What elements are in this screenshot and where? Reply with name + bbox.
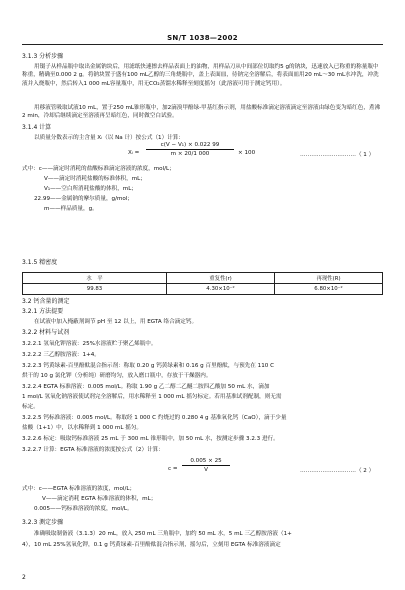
reagent-line: 3.2.2.6 标定：吸取钙标准溶液 25 mL 于 300 mL 锥形瓶中，加 50 mL 水，按测定步骤 3.2.3 进行。 [22, 436, 279, 442]
section-3-2-1-title: 3.2.1 方法提要 [22, 308, 64, 315]
reagent-line: 1 mol/L 氢氧化钠溶液使试剂完全溶解后，用水稀释至 1 000 mL 摇匀标定。若用基准试剂配制，则无需 [22, 394, 282, 400]
where-line: m——样品质量，g。 [44, 206, 98, 212]
where-line: 22.99——金属钠的摩尔质量，g/mol； [34, 196, 133, 202]
formula-2-fraction [182, 458, 230, 473]
table-cell: 4.30×10⁻² [167, 284, 275, 295]
fraction-bar [182, 465, 230, 466]
table-cell: 99.83 [23, 284, 167, 295]
reagent-line: 3.2.2.2 三乙醇胺溶液：1+4。 [22, 352, 100, 358]
where-line: V——滴定消耗 EGTA 标准溶液的体积，mL； [42, 496, 157, 502]
formula-1-lhs: Xᵢ = [128, 150, 140, 156]
reagent-line: 3.2.2.7 计算：EGTA 标准溶液的浓度按公式（2）计算： [22, 447, 164, 453]
table-header-cell: 再现性(R) [275, 273, 383, 284]
table-header-row [23, 273, 383, 284]
section-3-1-4-title: 3.1.4 计算 [22, 124, 52, 131]
section-3-2-2-title: 3.2.2 材料与试剂 [22, 329, 70, 336]
formula-1-fraction [146, 142, 234, 157]
formula-2-numerator: 0.005 × 25 [190, 458, 222, 464]
section-3-2-3-line: 4），10 mL 25%氢氧化钾，0.1 g 钙黄绿素-百里酚酞混合指示剂，摇匀后，立刻用 EGTA 标准溶液滴定 [22, 542, 281, 548]
reagent-line: 标定。 [22, 404, 39, 410]
table-header-cell: 水 平 [23, 273, 167, 284]
where-line: 式中：c——EGTA 标准溶液的浓度，mol/L； [22, 486, 136, 492]
table-cell: 6.80×10⁻² [275, 284, 383, 295]
reagent-line: 盐酸（1+1）中，以水稀释到 1 000 mL 摇匀。 [22, 425, 143, 431]
reagent-line: 3.2.2.3 钙黄绿素-百里酚酞混合指示剂：称取 0.20 g 钙黄绿素和 0.16 g 百里酚酞，与预先在 110 C [22, 363, 274, 369]
formula-1-intro: 以质量分数表示的主含量 Xᵢ（以 Na 计）按公式（1）计算： [34, 135, 184, 141]
formula-2-lhs: c = [168, 466, 178, 472]
formula-1-number: …………………………（ 1 ） [300, 152, 375, 158]
header-rule [22, 44, 383, 45]
section-3-2-1-paragraph: 在试液中加入掩蔽剂调节 pH 至 12 以上，用 EGTA 络合滴定钙。 [34, 319, 198, 325]
where-line: 式中：c——滴定时消耗的盐酸标准滴定溶液的浓度，mol/L； [22, 166, 175, 172]
formula-1-rhs: × 100 [238, 150, 256, 156]
section-3-1-3-paragraph: 用镊子从样品瓶中取出金属钠块后，用滤纸快速擦去样品表面上的油物，用样品刀从中间部位切取约5 g的钠块，迅速放入已称重的称量瓶中称重，精确至0.000 2 g。将钠块置于盛有100 mL乙醇的三角烧瓶中，盖上表面皿，待钠完全溶解后，将表面皿用20 mL～30 mL水冲洗，冲洗液并入烧瓶中，然后转入1 000 mL容量瓶中，用无CO₂蒸馏水稀释至刻度摇匀（此溶液可用于测定钙用）。 [22, 64, 379, 87]
where-line: 0.005——钙标准溶液的浓度，mol/L。 [34, 506, 133, 512]
section-3-2-3-line: 准确吸取制备液（3.1.3）20 mL，放入 250 mL 三角瓶中，加约 50 mL 水，5 mL 三乙醇胺溶液（1+ [34, 531, 292, 537]
formula-2-number: …………………………（ 2 ） [300, 468, 375, 474]
fraction-bar [146, 149, 234, 150]
page-header: SN/T 1038—2002 [167, 34, 238, 42]
reagent-line: 3.2.2.1 氢氧化钾溶液：25%水溶液贮于聚乙烯瓶中。 [22, 341, 157, 347]
section-3-1-3-paragraph-2: 用移液管吸取试液10 mL，置于250 mL锥形瓶中，加2滴溴甲酚绿-甲基红指示剂，用盐酸标准滴定溶液滴定至溶液由绿色变为暗红色，煮沸2 min，冷却后继续滴定至溶液再呈暗红色，同时做空白试验。 [22, 105, 381, 120]
precision-table [22, 272, 383, 295]
section-3-1-5-title: 3.1.5 精密度 [22, 259, 58, 266]
formula-1-numerator: c(V − V₁) × 0.022 99 [160, 142, 220, 148]
reagent-line: 3.2.2.5 钙标准溶液：0.005 mol/L。称取经 1 000 C 灼烧过的 0.280 4 g 基准氧化钙（CaO），滴于少量 [22, 415, 287, 421]
page-number: 2 [22, 574, 26, 581]
formula-1-denominator: m × 20/1 000 [170, 151, 210, 157]
section-3-2-3-title: 3.2.3 测定步骤 [22, 519, 64, 526]
table-row [23, 284, 383, 295]
formula-2-denominator: V [204, 467, 208, 473]
section-3-2-title: 3.2 钙含量的测定 [22, 298, 70, 305]
where-line: V₁——空白所消耗盐酸的体积，mL； [44, 186, 137, 192]
section-3-1-3-title: 3.1.3 分析步骤 [22, 53, 64, 60]
reagent-line: 3.2.2.4 EGTA 标准溶液：0.005 mol/L。称取 1.90 g 乙二醇二乙醚二胺四乙酸加 50 mL 水，滴加 [22, 384, 270, 390]
reagent-line: 烘干的 10 g 氯化钾（分析纯）研磨均匀，放入磨口瓶中，存放于干燥器内。 [22, 373, 212, 379]
table-header-cell: 重复性(r) [167, 273, 275, 284]
where-line: V——滴定时消耗盐酸的标准体积，mL； [44, 176, 146, 182]
